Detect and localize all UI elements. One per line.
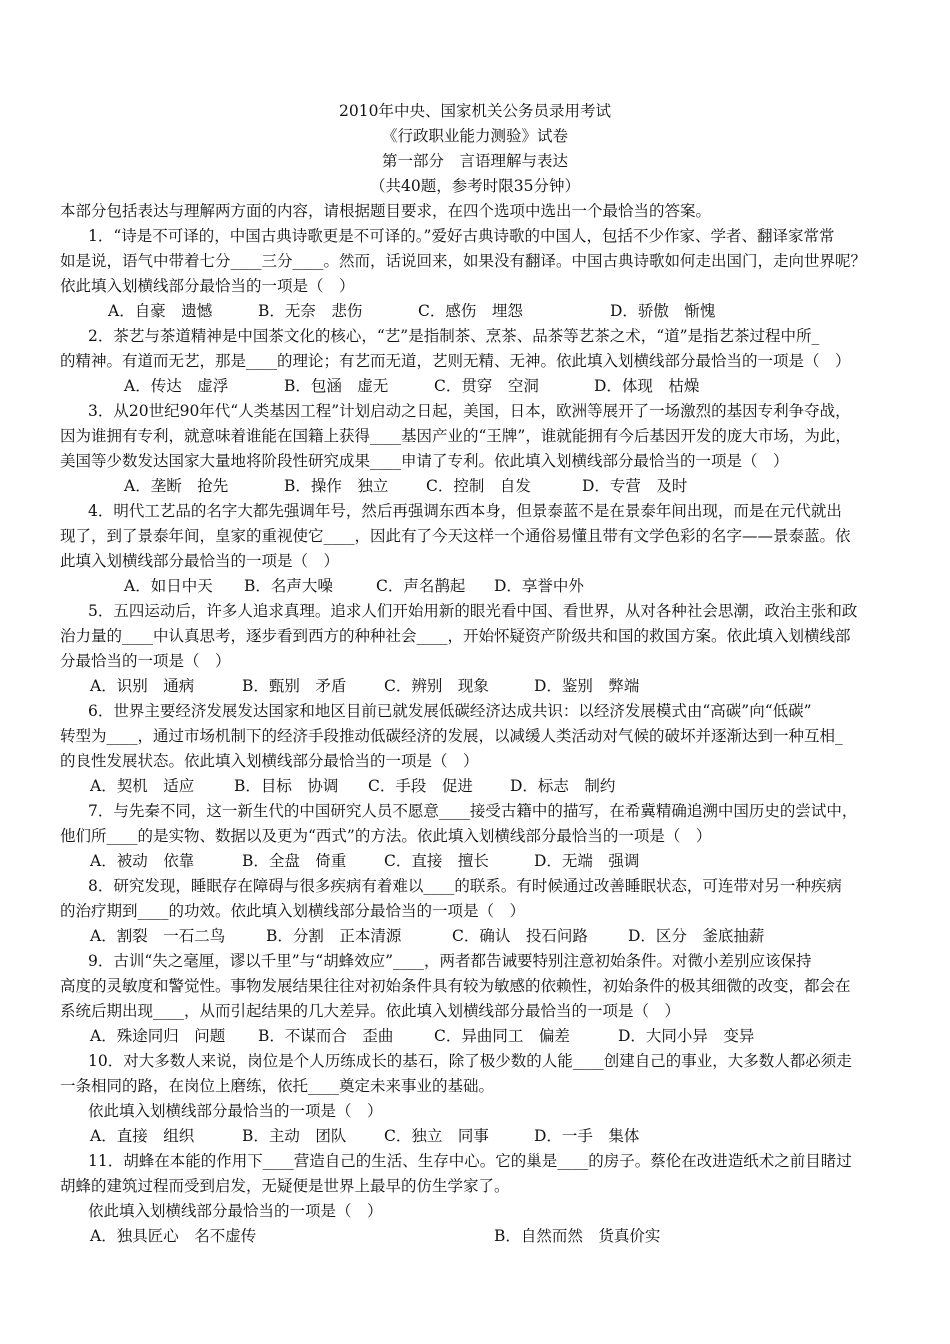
option-d: D．鉴别 弊端	[534, 677, 640, 695]
option-b: B．不谋而合 歪曲	[258, 1027, 394, 1045]
option-b: B．操作 独立	[284, 477, 389, 495]
question-text-line: 依此填入划横线部分最恰当的一项是（ ）	[60, 277, 355, 295]
question-text-line: 3．从20世纪90年代“人类基因工程”计划启动之日起，美国，日本，欧洲等展开了一场激烈的基因专利争夺战，	[88, 402, 851, 420]
question-text-line: 的精神。有道而无艺，那是____的理论；有艺而无道，艺则无精、无神。依此填入划横线部分最恰当的一项是（ ）	[60, 352, 851, 370]
option-b: B．全盘 倚重	[242, 852, 347, 870]
option-d: D．享誉中外	[494, 577, 584, 595]
option-b: B．目标 协调	[234, 777, 339, 795]
question-text-line: 11．胡蜂在本能的作用下____营造自己的生活、生存中心。它的巢是____的房子。蔡伦在改进造纸术之前目睹过	[88, 1152, 852, 1170]
option-c: C．直接 擅长	[384, 852, 489, 870]
question-text-line: 6．世界主要经济发展发达国家和地区目前已就发展低碳经济达成共识：以经济发展模式由“高碳”向“低碳”	[88, 702, 812, 720]
option-a: A．自豪 遗憾	[108, 302, 213, 320]
question-text-line: 美国等少数发达国家大量地将阶段性研究成果____申请了专利。依此填入划横线部分最恰当的一项是（ ）	[60, 452, 789, 470]
question-text-line: 此填入划横线部分最恰当的一项是（ ）	[60, 552, 340, 570]
option-b: B．主动 团队	[242, 1127, 347, 1145]
question-text-line: 他们所____的是实物、数据以及更为“西式”的方法。依此填入划横线部分最恰当的一项是（ ）	[60, 827, 712, 845]
question-text-line: 系统后期出现____，从而引起结果的几大差异。依此填入划横线部分最恰当的一项是（ ）	[60, 1002, 681, 1020]
option-c: C．控制 自发	[426, 477, 531, 495]
option-c: C．手段 促进	[368, 777, 473, 795]
question-text-line: 4．明代工艺品的名字大都先强调年号，然后再强调东西本身，但景泰蓝不是在景泰年间出现，而是在元代就出	[88, 502, 842, 520]
question-text-line: 依此填入划横线部分最恰当的一项是（ ）	[88, 1202, 383, 1220]
option-b: B．甄别 矛盾	[242, 677, 347, 695]
question-text-line: 现了，到了景泰年间，皇家的重视使它____，因此有了今天这样一个通俗易懂且带有文学色彩的名字——景泰蓝。依	[60, 527, 851, 545]
option-c: C．异曲同工 偏差	[434, 1027, 570, 1045]
option-d: D．骄傲 惭愧	[610, 302, 716, 320]
option-a: A．如日中天	[124, 577, 213, 595]
question-text-line: 7．与先秦不同，这一新生代的中国研究人员不愿意____接受古籍中的描写，在希冀精确追溯中国历史的尝试中，	[88, 802, 858, 820]
question-text-line: 分最恰当的一项是（ ）	[60, 652, 231, 670]
option-a: A．割裂 一石二鸟	[90, 927, 226, 945]
part-heading: 第一部分 言语理解与表达	[381, 152, 568, 170]
option-c: C．确认 投石问路	[452, 927, 588, 945]
option-d: D．标志 制约	[510, 777, 616, 795]
option-a: A．垄断 抢先	[124, 477, 229, 495]
question-text-line: 依此填入划横线部分最恰当的一项是（ ）	[88, 1102, 383, 1120]
option-d: D．区分 釜底抽薪	[628, 927, 765, 945]
option-a: A．直接 组织	[90, 1127, 195, 1145]
question-text-line: 10．对大多数人来说，岗位是个人历练成长的基石，除了极少数的人能____创建自己的事业，大多数人都必须走	[88, 1052, 852, 1070]
option-c: C．感伤 埋怨	[418, 302, 523, 320]
exam-subtitle: 《行政职业能力测验》试卷	[381, 127, 568, 145]
question-text-line: 如是说，语气中带着七分____三分____。然而，话说回来，如果没有翻译。中国古典诗歌如何走出国门，走向世界呢？	[60, 252, 867, 270]
question-text-line: 的治疗期到____的功效。依此填入划横线部分最恰当的一项是（ ）	[60, 902, 526, 920]
question-text-line: 5．五四运动后，许多人追求真理。追求人们开始用新的眼光看中国、看世界，从对各种社会思潮，政治主张和政	[88, 602, 858, 620]
option-c: C．独立 同事	[384, 1127, 489, 1145]
exam-title: 2010年中央、国家机关公务员录用考试	[339, 102, 611, 120]
question-text-line: 的良性发展状态。依此填入划横线部分最恰当的一项是（ ）	[60, 752, 479, 770]
option-d: D．体现 枯燥	[594, 377, 700, 395]
option-a: A．被动 依靠	[90, 852, 195, 870]
option-a: A．传达 虚浮	[124, 377, 229, 395]
question-text-line: 胡蜂的建筑过程而受到启发，无疑便是世界上最早的仿生学家了。	[60, 1177, 510, 1195]
option-c: C．辨别 现象	[384, 677, 489, 695]
option-a: A．独具匠心 名不虚传	[90, 1227, 257, 1245]
option-b: B．名声大噪	[244, 577, 333, 595]
option-c: C．贯穿 空洞	[434, 377, 539, 395]
question-text-line: 8．研究发现，睡眠存在障碍与很多疾病有着难以____的联系。有时候通过改善睡眠状态，可连带对另一种疾病	[88, 877, 842, 895]
option-b: B．无奈 悲伤	[258, 302, 363, 320]
option-a: A．契机 适应	[90, 777, 195, 795]
question-text-line: 2．茶艺与茶道精神是中国茶文化的核心，“艺”是指制茶、烹茶、品茶等艺茶之术，“道”是指艺茶过程中所_	[88, 327, 820, 345]
question-text-line: 高度的灵敏度和警觉性。事物发展结果往往对初始条件具有较为敏感的依赖性，初始条件的极其细微的改变，都会在	[60, 977, 851, 995]
question-text-line: 一条相同的路，在岗位上磨练，依托____奠定未来事业的基础。	[60, 1077, 495, 1095]
option-d: D．专营 及时	[582, 477, 688, 495]
question-text-line: 1．“诗是不可译的，中国古典诗歌更是不可译的。”爱好古典诗歌的中国人，包括不少作家、学者、翻译家常常	[88, 227, 835, 245]
option-c: C．声名鹊起	[376, 577, 466, 595]
question-text-line: 转型为____，通过市场机制下的经济手段推动低碳经济的发展，以减缓人类活动对气候的破坏并逐渐达到一种互相_	[60, 727, 843, 745]
option-a: A．殊途同归 问题	[90, 1027, 226, 1045]
instructions: 本部分包括表达与理解两方面的内容，请根据题目要求，在四个选项中选出一个最恰当的答案。	[60, 202, 712, 220]
option-d: D．大同小异 变异	[618, 1027, 755, 1045]
option-d: D．无端 强调	[534, 852, 640, 870]
option-b: B．自然而然 货真价实	[494, 1227, 661, 1245]
part-info: （共40题，参考时限35分钟）	[370, 177, 580, 195]
option-a: A．识别 通病	[90, 677, 195, 695]
option-b: B．包涵 虚无	[284, 377, 389, 395]
question-text-line: 因为谁拥有专利，就意味着谁能在国籍上获得____基因产业的“王牌”，谁就能拥有今后基因开发的庞大市场，为此，	[60, 427, 851, 445]
option-d: D．一手 集体	[534, 1127, 640, 1145]
option-b: B．分割 正本清源	[266, 927, 402, 945]
question-text-line: 9．古训“失之毫厘，谬以千里”与“胡蜂效应”____，两者都告诫要特别注意初始条件。对微小差别应该保持	[88, 952, 812, 970]
question-text-line: 治力量的____中认真思考，逐步看到西方的种种社会____，开始怀疑资产阶级共和国的救国方案。依此填入划横线部	[60, 627, 851, 645]
